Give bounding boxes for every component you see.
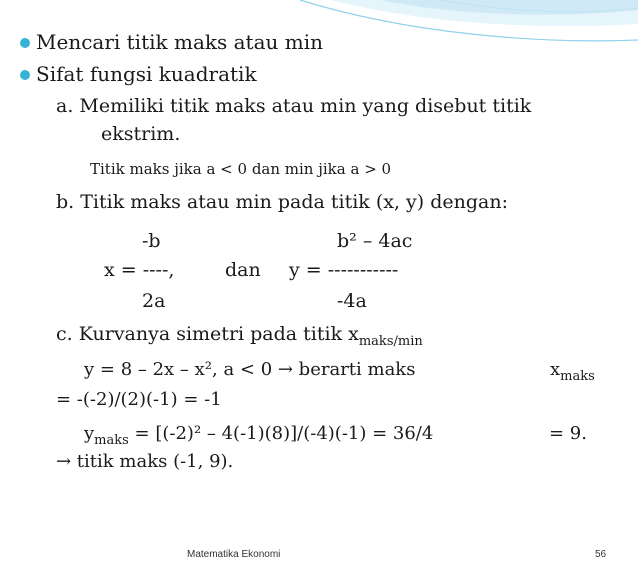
formula-dan: dan	[225, 259, 261, 281]
formula-y-denominator: -4a	[337, 290, 367, 312]
example-y-subscript: maks	[94, 433, 129, 448]
point-c-text: c. Kurvanya simetri pada titik x	[56, 323, 359, 345]
formula-x-denominator: 2a	[142, 290, 166, 312]
point-a-note: Titik maks jika a < 0 dan min jika a > 0	[90, 160, 392, 178]
formula-y-numerator: b² – 4ac	[337, 230, 413, 252]
example-x-subscript: maks	[560, 369, 595, 384]
bullet-icon	[20, 70, 30, 80]
footer-title: Matematika Ekonomi	[187, 549, 281, 560]
example-line1: y = 8 – 2x – x², a < 0 → berarti maks	[84, 359, 416, 380]
formula-y-equation: y = -----------	[289, 259, 399, 281]
example-line3-result: = 9.	[549, 423, 587, 444]
formula-x-equation: x = ----,	[104, 259, 175, 281]
bullet-text: Sifat fungsi kuadratik	[36, 62, 257, 86]
example-line3	[84, 422, 433, 453]
example-y-symbol: y	[84, 423, 95, 444]
bullet-icon	[20, 38, 30, 48]
point-b-line: b. Titik maks atau min pada titik (x, y) dengan:	[56, 191, 509, 213]
example-x-symbol: x	[550, 359, 561, 380]
example-xmaks	[550, 358, 595, 389]
example-y-formula: = [(-2)² – 4(-1)(8)]/(-4)(-1) = 36/4	[128, 423, 434, 444]
point-c-subscript: maks/min	[358, 334, 423, 349]
point-a-line1: a. Memiliki titik maks atau min yang disebut titik	[56, 95, 532, 117]
page-number: 56	[595, 549, 607, 560]
formula-x-numerator: -b	[142, 230, 161, 252]
point-c-line	[56, 322, 423, 354]
example-line4: → titik maks (-1, 9).	[56, 451, 234, 472]
point-a-line2: ekstrim.	[101, 123, 181, 145]
bullet-text: Mencari titik maks atau min	[36, 30, 323, 54]
example-line2: = -(-2)/(2)(-1) = -1	[56, 389, 222, 410]
